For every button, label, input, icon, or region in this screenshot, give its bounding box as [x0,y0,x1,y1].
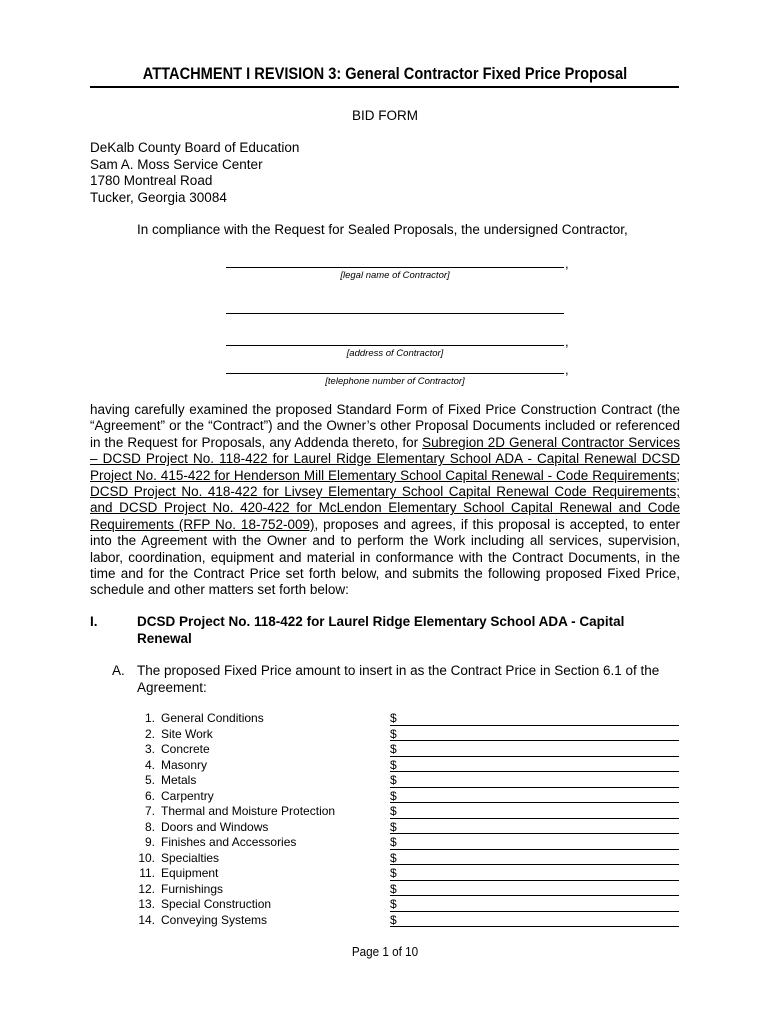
currency-symbol: $ [390,742,397,756]
cost-item-row [137,773,682,789]
cost-item-row [137,742,682,758]
currency-symbol: $ [390,850,397,865]
amount-field[interactable] [390,787,679,788]
amount-field[interactable] [390,833,679,834]
item-number: 13. [138,897,155,911]
cost-item-row [137,789,682,805]
item-number: 11. [139,866,155,880]
project-names: Subregion 2D General Contractor Services – DCSD Project No. 118-422 for Laurel Ridge Elementary School ADA - Capital Renewal DCSD Project No. 415-422 for Henderson Mill Elementary School Capital Renewal - Code Requirements; DCSD Project No. 418-422 for Livsey Elementary School Capital Renewal Code Requirements; and DCSD Project No. 420-422 for McLendon Elementary School Capital Renewal and Code Requirements (RFP No. 18-752-009) [90,434,680,532]
item-number: 9. [144,835,155,849]
currency-symbol: $ [390,819,397,834]
currency-symbol: $ [390,804,397,818]
document-title: ATTACHMENT I REVISION 3: General Contractor Fixed Price Proposal [142,64,628,83]
cost-item-row [137,820,682,836]
item-name: Finishes and Accessories [161,835,297,849]
amount-field[interactable] [390,771,679,772]
item-name: Conveying Systems [161,912,268,927]
paragraph-text: having carefully examined the proposed Standard Form of Fixed Price Construction Contract (the “Agreement” or the “Contract”) and the Owner’s other Proposal Documents included or referenced in the Request for Proposals, any Addenda thereto, for [90,402,680,450]
amount-field[interactable] [390,818,679,819]
page-number: Page 1 of 10 [351,944,419,959]
amount-field[interactable] [390,756,679,757]
subsection-text: The proposed Fixed Price amount to insert in as the Contract Price in Section 6.1 of the Agreement: [137,663,660,695]
item-number: 3. [144,742,155,756]
item-number: 14. [138,912,155,927]
currency-symbol: $ [390,726,397,741]
currency-symbol: $ [390,897,397,911]
address-field-line-1[interactable] [226,313,564,314]
cost-item-row [137,727,682,743]
address-line: DeKalb County Board of Education [90,140,300,155]
cost-items-list [137,711,682,928]
comma: , [565,362,569,377]
paragraph-text: , proposes and agrees, if this proposal is accepted, to enter into the Agreement with the Owner and to perform the Work including all services, supervision, labor, coordination, equipment and material in conformance with the Contract Documents, in the time and for the Contract Price set forth below, and submits the following proposed Fixed Price, schedule and other matters set forth below: [90,516,680,598]
cost-item-row [137,913,682,929]
comma: , [565,256,569,271]
address-caption: [address of Contractor] [346,348,444,359]
item-number: 5. [144,773,155,787]
currency-symbol: $ [390,835,397,849]
legal-name-caption: [legal name of Contractor] [340,270,450,281]
address-line: 1780 Montreal Road [90,173,213,188]
cost-item-row [137,897,682,913]
item-number: 6. [144,788,155,803]
currency-symbol: $ [390,866,397,880]
item-number: 7. [144,804,155,818]
item-number: 1. [144,711,155,725]
telephone-caption: [telephone number of Contractor] [325,376,465,387]
proposal-paragraph [90,402,680,599]
item-name: Thermal and Moisture Protection [161,804,336,818]
currency-symbol: $ [390,711,397,725]
item-name: Carpentry [161,788,214,803]
item-name: Doors and Windows [161,819,269,834]
cost-item-row [137,804,682,820]
item-name: Concrete [161,742,210,756]
currency-symbol: $ [390,757,397,772]
amount-field[interactable] [390,849,679,850]
item-number: 4. [144,757,155,772]
item-name: Furnishings [161,881,224,896]
amount-field[interactable] [390,911,679,912]
subsection-letter: A. [112,663,125,678]
amount-field[interactable] [390,880,679,881]
address-line: Sam A. Moss Service Center [90,156,263,172]
comma: , [565,334,569,349]
bid-form-heading: BID FORM [352,108,418,123]
address-line: Tucker, Georgia 30084 [90,189,227,205]
item-number: 2. [144,726,155,741]
item-name: Metals [161,773,197,787]
item-number: 10. [138,850,155,865]
item-name: Site Work [161,726,213,741]
cost-item-row [137,758,682,774]
section-title: DCSD Project No. 118-422 for Laurel Ridge Elementary School ADA - Capital Renewal [137,614,625,646]
cost-item-row [137,866,682,882]
recipient-address [90,140,490,206]
item-name: Masonry [161,757,208,772]
item-name: Special Construction [161,897,272,911]
cost-item-row [137,851,682,867]
amount-field[interactable] [390,740,679,741]
currency-symbol: $ [390,881,397,896]
amount-field[interactable] [390,926,679,927]
item-name: Equipment [161,866,219,880]
item-name: General Conditions [161,711,264,725]
cost-item-row [137,835,682,851]
currency-symbol: $ [390,773,397,787]
amount-field[interactable] [390,895,679,896]
item-number: 8. [144,819,155,834]
compliance-statement: In compliance with the Request for Sealed Proposals, the undersigned Contractor, [137,222,628,237]
item-number: 12. [138,881,155,896]
item-name: Specialties [161,850,220,865]
cost-item-row [137,711,682,727]
currency-symbol: $ [390,912,397,927]
address-field-line-2[interactable] [226,345,564,346]
cost-item-row [137,882,682,898]
section-number: I. [90,614,98,629]
amount-field[interactable] [390,864,679,865]
amount-field[interactable] [390,725,679,726]
telephone-field[interactable] [226,373,564,374]
currency-symbol: $ [390,788,397,803]
legal-name-field[interactable] [226,267,564,268]
title-rule [90,86,679,88]
amount-field[interactable] [390,802,679,803]
